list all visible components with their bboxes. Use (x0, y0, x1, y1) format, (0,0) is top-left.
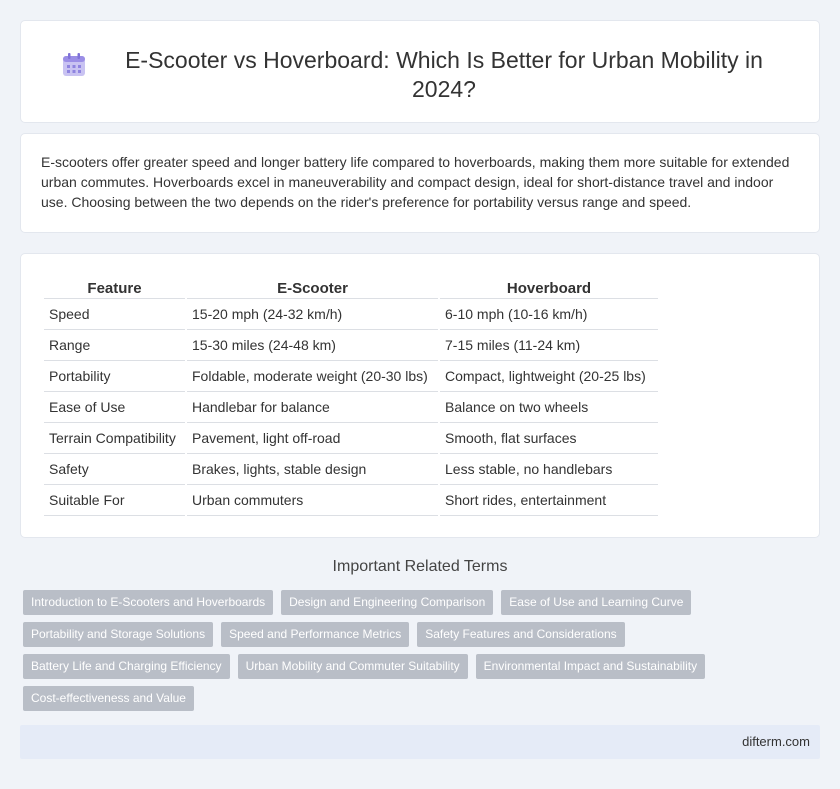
table-cell: Urban commuters (187, 485, 438, 516)
table-cell: Pavement, light off-road (187, 423, 438, 454)
table-cell: Portability (44, 361, 185, 392)
table-row (44, 330, 658, 361)
table-cell: 7-15 miles (11-24 km) (440, 330, 658, 361)
page-title: E-Scooter vs Hoverboard: Which Is Better for Urban Mobility in 2024? (125, 47, 763, 102)
title-card (20, 20, 820, 123)
title-wrap (21, 21, 819, 104)
comparison-table (42, 274, 660, 516)
column-header-feature: Feature (44, 274, 185, 299)
table-cell: 6-10 mph (10-16 km/h) (440, 299, 658, 330)
table-row (44, 299, 658, 330)
table-cell: Compact, lightweight (20-25 lbs) (440, 361, 658, 392)
summary-card (20, 133, 820, 233)
related-term-tag[interactable]: Urban Mobility and Commuter Suitability (238, 654, 468, 679)
table-cell: Handlebar for balance (187, 392, 438, 423)
related-term-tag[interactable]: Cost-effectiveness and Value (23, 686, 194, 711)
footer-site-link[interactable]: difterm.com (742, 734, 810, 749)
related-term-tag[interactable]: Portability and Storage Solutions (23, 622, 213, 647)
related-terms-heading: Important Related Terms (332, 558, 508, 575)
table-cell: Safety (44, 454, 185, 485)
table-cell: 15-20 mph (24-32 km/h) (187, 299, 438, 330)
table-cell: Range (44, 330, 185, 361)
table-cell: Speed (44, 299, 185, 330)
related-term-tag[interactable]: Safety Features and Considerations (417, 622, 624, 647)
table-row (44, 392, 658, 423)
table-cell: Terrain Compatibility (44, 423, 185, 454)
table-cell: Short rides, entertainment (440, 485, 658, 516)
table-cell: Ease of Use (44, 392, 185, 423)
table-cell: Foldable, moderate weight (20-30 lbs) (187, 361, 438, 392)
footer (20, 725, 820, 759)
table-cell: Balance on two wheels (440, 392, 658, 423)
table-row (44, 454, 658, 485)
table-row (44, 423, 658, 454)
summary-text: E-scooters offer greater speed and longer battery life compared to hoverboards, making them more suitable for extended urban commutes. Hoverboards excel in maneuverability and compact design, ideal for short-distance travel and indoor use. Choosing between the two depends on the rider's preference for portability versus range and speed. (41, 154, 790, 210)
related-term-tag[interactable]: Speed and Performance Metrics (221, 622, 409, 647)
table-row (44, 485, 658, 516)
table-cell: Brakes, lights, stable design (187, 454, 438, 485)
table-cell: Smooth, flat surfaces (440, 423, 658, 454)
related-term-tag[interactable]: Environmental Impact and Sustainability (476, 654, 705, 679)
table-cell: 15-30 miles (24-48 km) (187, 330, 438, 361)
comparison-table-card (20, 253, 820, 538)
related-term-tag[interactable]: Battery Life and Charging Efficiency (23, 654, 230, 679)
related-term-tag[interactable]: Design and Engineering Comparison (281, 590, 493, 615)
related-terms-list (23, 590, 823, 718)
related-term-tag[interactable]: Introduction to E-Scooters and Hoverboards (23, 590, 273, 615)
column-header-hoverboard: Hoverboard (440, 274, 658, 299)
table-cell: Less stable, no handlebars (440, 454, 658, 485)
table-row (44, 361, 658, 392)
related-term-tag[interactable]: Ease of Use and Learning Curve (501, 590, 691, 615)
column-header-escooter: E-Scooter (187, 274, 438, 299)
table-cell: Suitable For (44, 485, 185, 516)
table-header-row (44, 274, 658, 299)
calendar-icon (61, 52, 87, 78)
